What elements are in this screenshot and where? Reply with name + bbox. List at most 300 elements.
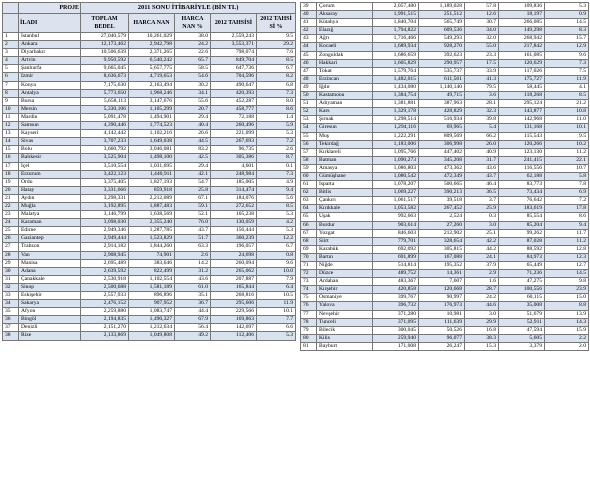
province-name: Konya (19, 81, 81, 89)
row-index: 52 (301, 108, 317, 116)
allocation-percent: 6.6 (257, 324, 296, 332)
spent-amount: 1,523,829 (129, 235, 175, 243)
total-cost: 3,298,331 (81, 194, 129, 202)
allocation-2012: 241,415 (499, 156, 545, 164)
row-index: 75 (301, 294, 317, 302)
right-project-table (300, 2, 589, 351)
total-cost: 1,384,754 (373, 92, 419, 100)
spent-amount: 535,737 (419, 67, 465, 75)
row-index: 16 (3, 154, 19, 162)
province-name: Bitlis (317, 189, 373, 197)
row-index: 42 (301, 27, 317, 35)
row-index: 59 (301, 164, 317, 172)
table-row (3, 97, 296, 105)
spent-percent: 32.3 (465, 108, 499, 116)
table-row (301, 3, 589, 11)
table-row (3, 283, 296, 291)
spent-percent: 61.0 (175, 283, 211, 291)
province-name: Elazığ (317, 27, 373, 35)
spent-amount: 251,512 (419, 11, 465, 19)
allocation-percent: 7.6 (257, 49, 296, 57)
total-cost: 2,949,346 (81, 227, 129, 235)
allocation-2012: 24,698 (211, 251, 257, 259)
allocation-percent: 8.5 (257, 202, 296, 210)
row-index: 46 (301, 59, 317, 67)
table-row (301, 262, 589, 270)
spent-amount: 383,646 (129, 259, 175, 267)
total-cost: 3,146,799 (81, 211, 129, 219)
allocation-percent: 8.6 (257, 105, 296, 113)
table-row (301, 342, 589, 350)
row-index: 39 (301, 3, 317, 11)
allocation-percent: 15.0 (545, 294, 589, 302)
row-index: 1 (3, 33, 19, 41)
row-index: 22 (3, 202, 19, 210)
spent-percent: 54.7 (175, 178, 211, 186)
allocation-2012: 184,076 (211, 194, 257, 202)
allocation-percent: 2.2 (545, 334, 589, 342)
spent-amount: 120,668 (419, 286, 465, 294)
province-name: Erzurum (19, 170, 81, 178)
spent-percent: 43.6 (175, 275, 211, 283)
allocation-percent: 10.5 (257, 292, 296, 300)
allocation-2012: 73,434 (499, 189, 545, 197)
allocation-percent: 8.3 (545, 27, 589, 35)
spent-percent: 3.7 (465, 197, 499, 205)
province-name: Kırşehir (317, 286, 373, 294)
province-name: Afyon (19, 308, 81, 316)
table-row (301, 43, 589, 51)
allocation-2012: 131,168 (499, 124, 545, 132)
spent-amount: 549,293 (419, 35, 465, 43)
spent-percent: 39.8 (465, 116, 499, 124)
left-table-body (3, 33, 296, 341)
total-cost: 7,175,630 (81, 81, 129, 89)
table-row (3, 65, 296, 73)
spent-percent: 42.2 (465, 237, 499, 245)
province-name: Kırıkkale (317, 205, 373, 213)
allocation-percent: 12.7 (545, 262, 589, 270)
province-name: Rize (19, 332, 81, 340)
table-row (3, 41, 296, 49)
allocation-2012: 185,005 (211, 178, 257, 186)
allocation-2012: 265,062 (211, 267, 257, 275)
spent-amount: 5,657,775 (129, 65, 175, 73)
spent-amount: 267,452 (419, 205, 465, 213)
spent-percent: 55.6 (175, 97, 211, 105)
total-cost: 483,367 (373, 278, 419, 286)
allocation-2012: 35,008 (499, 302, 545, 310)
spent-percent: 31.2 (175, 267, 211, 275)
spent-percent: 40.9 (465, 148, 499, 156)
total-cost: 5,773,650 (81, 89, 129, 97)
row-index: 80 (301, 334, 317, 342)
allocation-percent: 13.9 (545, 310, 589, 318)
allocation-percent: 14.3 (545, 318, 589, 326)
allocation-2012: 647,736 (211, 65, 257, 73)
allocation-percent: 2.0 (545, 342, 589, 350)
province-name: İçel (19, 162, 81, 170)
allocation-2012: 175,727 (499, 75, 545, 83)
spent-amount: 90,997 (419, 294, 465, 302)
spent-amount: 1,189,028 (419, 3, 465, 11)
row-index: 7 (3, 81, 19, 89)
spent-percent: 29.4 (175, 113, 211, 121)
province-name: Iğdır (317, 83, 373, 91)
spent-amount: 14,361 (419, 270, 465, 278)
table-row (301, 213, 589, 221)
harcanan-pct-header: HARCA NAN % (175, 14, 211, 33)
total-cost: 1,794,822 (373, 27, 419, 35)
allocation-2012: 268,816 (211, 292, 257, 300)
allocation-percent: 7.3 (257, 170, 296, 178)
toplam-header: TOPLAM BEDEL (81, 14, 129, 33)
table-row (301, 310, 589, 318)
table-row (301, 75, 589, 83)
table-row (3, 73, 296, 81)
spent-amount: 7,607 (419, 278, 465, 286)
spent-amount: 1,844,260 (129, 243, 175, 251)
allocation-percent: 8.2 (257, 73, 296, 81)
row-index: 25 (3, 227, 19, 235)
table-row (301, 59, 589, 67)
row-index: 15 (3, 146, 19, 154)
spent-percent: 51.7 (175, 235, 211, 243)
spent-percent: 40.4 (175, 122, 211, 130)
total-cost: 3,510,554 (81, 162, 129, 170)
spent-percent: 44.2 (465, 245, 499, 253)
allocation-percent: 10.7 (545, 164, 589, 172)
row-index: 2 (3, 41, 19, 49)
table-row (3, 235, 296, 243)
allocation-percent: 14.5 (545, 19, 589, 27)
row-index: 51 (301, 100, 317, 108)
allocation-percent: 12.2 (257, 235, 296, 243)
row-index: 18 (3, 170, 19, 178)
province-name: Ankara (19, 41, 81, 49)
row-index: 12 (3, 122, 19, 130)
spent-amount: 4,719,653 (129, 73, 175, 81)
allocation-2012: 165,844 (211, 283, 257, 291)
total-cost: 1,579,764 (373, 67, 419, 75)
table-row (301, 140, 589, 148)
row-index: 40 (301, 11, 317, 19)
row-index: 14 (3, 138, 19, 146)
province-name: Manisa (19, 259, 81, 267)
left-project-table (2, 2, 296, 341)
allocation-2012: 142,697 (211, 324, 257, 332)
spent-amount: 1,049,808 (129, 332, 175, 340)
spent-amount: 39,518 (419, 197, 465, 205)
row-index: 32 (3, 283, 19, 291)
row-index: 19 (3, 178, 19, 186)
spent-amount: 859,918 (129, 186, 175, 194)
row-index: 36 (3, 316, 19, 324)
spent-amount: 1,887,483 (129, 202, 175, 210)
row-index: 73 (301, 278, 317, 286)
spent-amount: 50,526 (419, 326, 465, 334)
total-cost: 1,078,207 (373, 181, 419, 189)
province-name: Mersin (19, 105, 81, 113)
total-cost: 3,192,895 (81, 202, 129, 210)
total-cost: 8,636,673 (81, 73, 129, 81)
total-cost: 2,530,918 (81, 275, 129, 283)
spent-percent: 54.6 (175, 73, 211, 81)
allocation-2012: 47,275 (499, 278, 545, 286)
allocation-percent: 7.8 (545, 181, 589, 189)
table-row (3, 89, 296, 97)
allocation-percent: 11.7 (545, 229, 589, 237)
allocation-percent: 6.8 (257, 81, 296, 89)
total-cost: 692,092 (373, 245, 419, 253)
table-row (3, 186, 296, 194)
allocation-percent: 7.3 (545, 59, 589, 67)
province-name: Bilecik (317, 326, 373, 334)
total-cost: 1,061,517 (373, 197, 419, 205)
spent-amount: 1,031,695 (129, 162, 175, 170)
province-name: Kastamonu (317, 92, 373, 100)
spent-percent: 43.7 (465, 172, 499, 180)
province-name: Erzincan (317, 75, 373, 83)
row-index: 5 (3, 65, 19, 73)
allocation-percent: 7.2 (257, 138, 296, 146)
table-row (301, 11, 589, 19)
spent-percent: 42.1 (175, 170, 211, 178)
province-name: Bartın (317, 253, 373, 261)
harcanan-header: HARCA NAN (129, 14, 175, 33)
row-index: 69 (301, 245, 317, 253)
spent-amount: 1,083,747 (129, 308, 175, 316)
row-index: 66 (301, 221, 317, 229)
allocation-percent: 11.9 (257, 300, 296, 308)
table-row (301, 197, 589, 205)
allocation-percent: 9.5 (257, 33, 296, 41)
province-name: Çanakkale (19, 275, 81, 283)
total-cost: 420,858 (373, 286, 419, 294)
total-cost: 691,899 (373, 253, 419, 261)
allocation-percent: 5.3 (545, 3, 589, 11)
total-cost: 2,557,933 (81, 292, 129, 300)
allocation-2012: 83,773 (499, 181, 545, 189)
table-row (3, 170, 296, 178)
allocation-2012: 266,085 (499, 19, 545, 27)
province-name: Niğde (317, 262, 373, 270)
allocation-2012: 149,298 (499, 27, 545, 35)
index-header (3, 14, 19, 33)
allocation-percent: 7.2 (545, 197, 589, 205)
province-name: Mardin (19, 113, 81, 121)
spent-amount: 822,499 (129, 267, 175, 275)
province-name: Bursa (19, 97, 81, 105)
row-index: 70 (301, 253, 317, 261)
spent-amount: 1,102,554 (129, 275, 175, 283)
total-cost: 1,222,291 (373, 132, 419, 140)
spent-amount: 290,957 (419, 59, 465, 67)
table-row (3, 49, 296, 57)
allocation-percent: 2.6 (257, 146, 296, 154)
total-cost: 2,057,480 (373, 3, 419, 11)
province-name: Çorum (317, 3, 373, 11)
province-name: Ağrı (317, 35, 373, 43)
allocation-2012: 71,236 (499, 270, 545, 278)
allocation-percent: 11.0 (545, 116, 589, 124)
province-name: Tunceli (317, 318, 373, 326)
blank-corner (3, 3, 19, 14)
allocation-percent: 9.5 (545, 132, 589, 140)
table-row (3, 275, 296, 283)
table-row (3, 138, 296, 146)
row-index: 11 (3, 113, 19, 121)
table-row (301, 302, 589, 310)
spent-percent: 31.7 (465, 156, 499, 164)
allocation-percent: 9.6 (545, 51, 589, 59)
row-index: 45 (301, 51, 317, 59)
total-cost: 10,506,639 (81, 49, 129, 57)
total-cost: 4,142,442 (81, 130, 129, 138)
table-row (3, 81, 296, 89)
spent-percent: 25.9 (465, 205, 499, 213)
spent-amount: 1,649,038 (129, 138, 175, 146)
allocation-percent: 9.4 (257, 186, 296, 194)
spent-percent: 2.6 (175, 251, 211, 259)
spent-amount: 1,105,299 (129, 105, 175, 113)
table-row (3, 243, 296, 251)
allocation-percent: 5.9 (257, 122, 296, 130)
spent-amount: 306,998 (419, 140, 465, 148)
spent-percent: 83.2 (175, 146, 211, 154)
row-index: 78 (301, 318, 317, 326)
province-name: Kilis (317, 334, 373, 342)
table-row (301, 172, 589, 180)
province-name: Samsun (19, 122, 81, 130)
allocation-percent: 8.5 (257, 57, 296, 65)
tahsis-header: 2012 TAHSİSİ (211, 14, 257, 33)
province-name: Adana (19, 267, 81, 275)
spent-amount: 1,440,911 (129, 170, 175, 178)
row-index: 57 (301, 148, 317, 156)
table-row (3, 202, 296, 210)
allocation-percent: 9.4 (545, 221, 589, 229)
row-index: 58 (301, 156, 317, 164)
spent-percent: 76.0 (175, 219, 211, 227)
allocation-2012: 130,059 (211, 219, 257, 227)
row-index: 71 (301, 262, 317, 270)
province-name: Kütahya (317, 19, 373, 27)
allocation-2012: 248,984 (211, 170, 257, 178)
row-index: 35 (3, 308, 19, 316)
row-index: 81 (301, 342, 317, 350)
allocation-percent: 8.8 (545, 302, 589, 310)
row-index: 23 (3, 211, 19, 219)
total-cost: 2,695,489 (81, 259, 129, 267)
province-name: Batman (317, 156, 373, 164)
allocation-percent: 6.9 (545, 189, 589, 197)
allocation-2012: 272,652 (211, 202, 257, 210)
spent-amount: 896,896 (129, 292, 175, 300)
total-cost: 1,086,803 (373, 164, 419, 172)
province-name: Antalya (19, 89, 81, 97)
allocation-2012: 260,496 (211, 122, 257, 130)
allocation-percent: 4.1 (545, 83, 589, 91)
spent-amount: 1,827,193 (129, 178, 175, 186)
spent-amount: 928,270 (419, 43, 465, 51)
spent-percent: 16.8 (465, 326, 499, 334)
table-row (3, 267, 296, 275)
allocation-2012: 47,594 (499, 326, 545, 334)
allocation-percent: 11.9 (545, 75, 589, 83)
allocation-2012: 4,601 (211, 162, 257, 170)
province-name: İzmir (19, 73, 81, 81)
spent-percent: 34.0 (465, 27, 499, 35)
allocation-percent: 12.8 (545, 245, 589, 253)
spent-amount: 212,902 (419, 229, 465, 237)
allocation-2012: 458,777 (211, 105, 257, 113)
spent-percent: 43.7 (175, 227, 211, 235)
spent-percent: 26.6 (175, 130, 211, 138)
row-index: 72 (301, 270, 317, 278)
row-index: 6 (3, 73, 19, 81)
spent-percent: 32.0 (465, 35, 499, 43)
province-name: Kayseri (19, 130, 81, 138)
allocation-percent: 23.9 (545, 286, 589, 294)
allocation-2012: 117,026 (499, 67, 545, 75)
table-row (301, 108, 589, 116)
allocation-percent: 10.8 (545, 108, 589, 116)
province-name: Adıyaman (317, 100, 373, 108)
province-name: Sakarya (19, 300, 81, 308)
allocation-2012: 360,239 (211, 235, 257, 243)
allocation-percent: 22.1 (545, 156, 589, 164)
table-row (301, 189, 589, 197)
table-row (301, 35, 589, 43)
province-name: Aksaray (317, 11, 373, 19)
spent-percent: 3.0 (465, 310, 499, 318)
allocation-percent: 10.2 (545, 140, 589, 148)
row-index: 50 (301, 92, 317, 100)
allocation-percent: 8.0 (257, 97, 296, 105)
tahsis-pct-header: 2012 TAHSİ Sİ % (257, 14, 296, 33)
spent-amount: 500,665 (419, 181, 465, 189)
allocation-2012: 207,887 (211, 275, 257, 283)
spent-amount: 305,815 (419, 245, 465, 253)
spent-percent: 15.3 (465, 342, 499, 350)
allocation-2012: 305,386 (211, 154, 257, 162)
total-cost: 1,053,582 (373, 205, 419, 213)
table-row (3, 146, 296, 154)
total-cost: 3,707,233 (81, 138, 129, 146)
row-index: 76 (301, 302, 317, 310)
province-name: Bolu (19, 146, 81, 154)
table-row (3, 57, 296, 65)
spent-amount: 1,102,216 (129, 130, 175, 138)
table-row (3, 162, 296, 170)
province-name: Artvin (19, 57, 81, 65)
row-index: 44 (301, 43, 317, 51)
allocation-percent: 8.5 (545, 92, 589, 100)
allocation-2012: 3,553,371 (211, 41, 257, 49)
total-cost: 371,280 (373, 310, 419, 318)
spent-percent: 29.4 (175, 162, 211, 170)
allocation-2012: 51,679 (499, 310, 545, 318)
spent-percent: 26.0 (465, 140, 499, 148)
spent-amount: 565,749 (419, 19, 465, 27)
spent-amount: 809,569 (419, 132, 465, 140)
allocation-2012: 85,554 (499, 213, 545, 221)
spent-percent: 56.4 (175, 324, 211, 332)
total-cost: 489,752 (373, 270, 419, 278)
table-row (3, 227, 296, 235)
province-name: Muğla (19, 202, 81, 210)
